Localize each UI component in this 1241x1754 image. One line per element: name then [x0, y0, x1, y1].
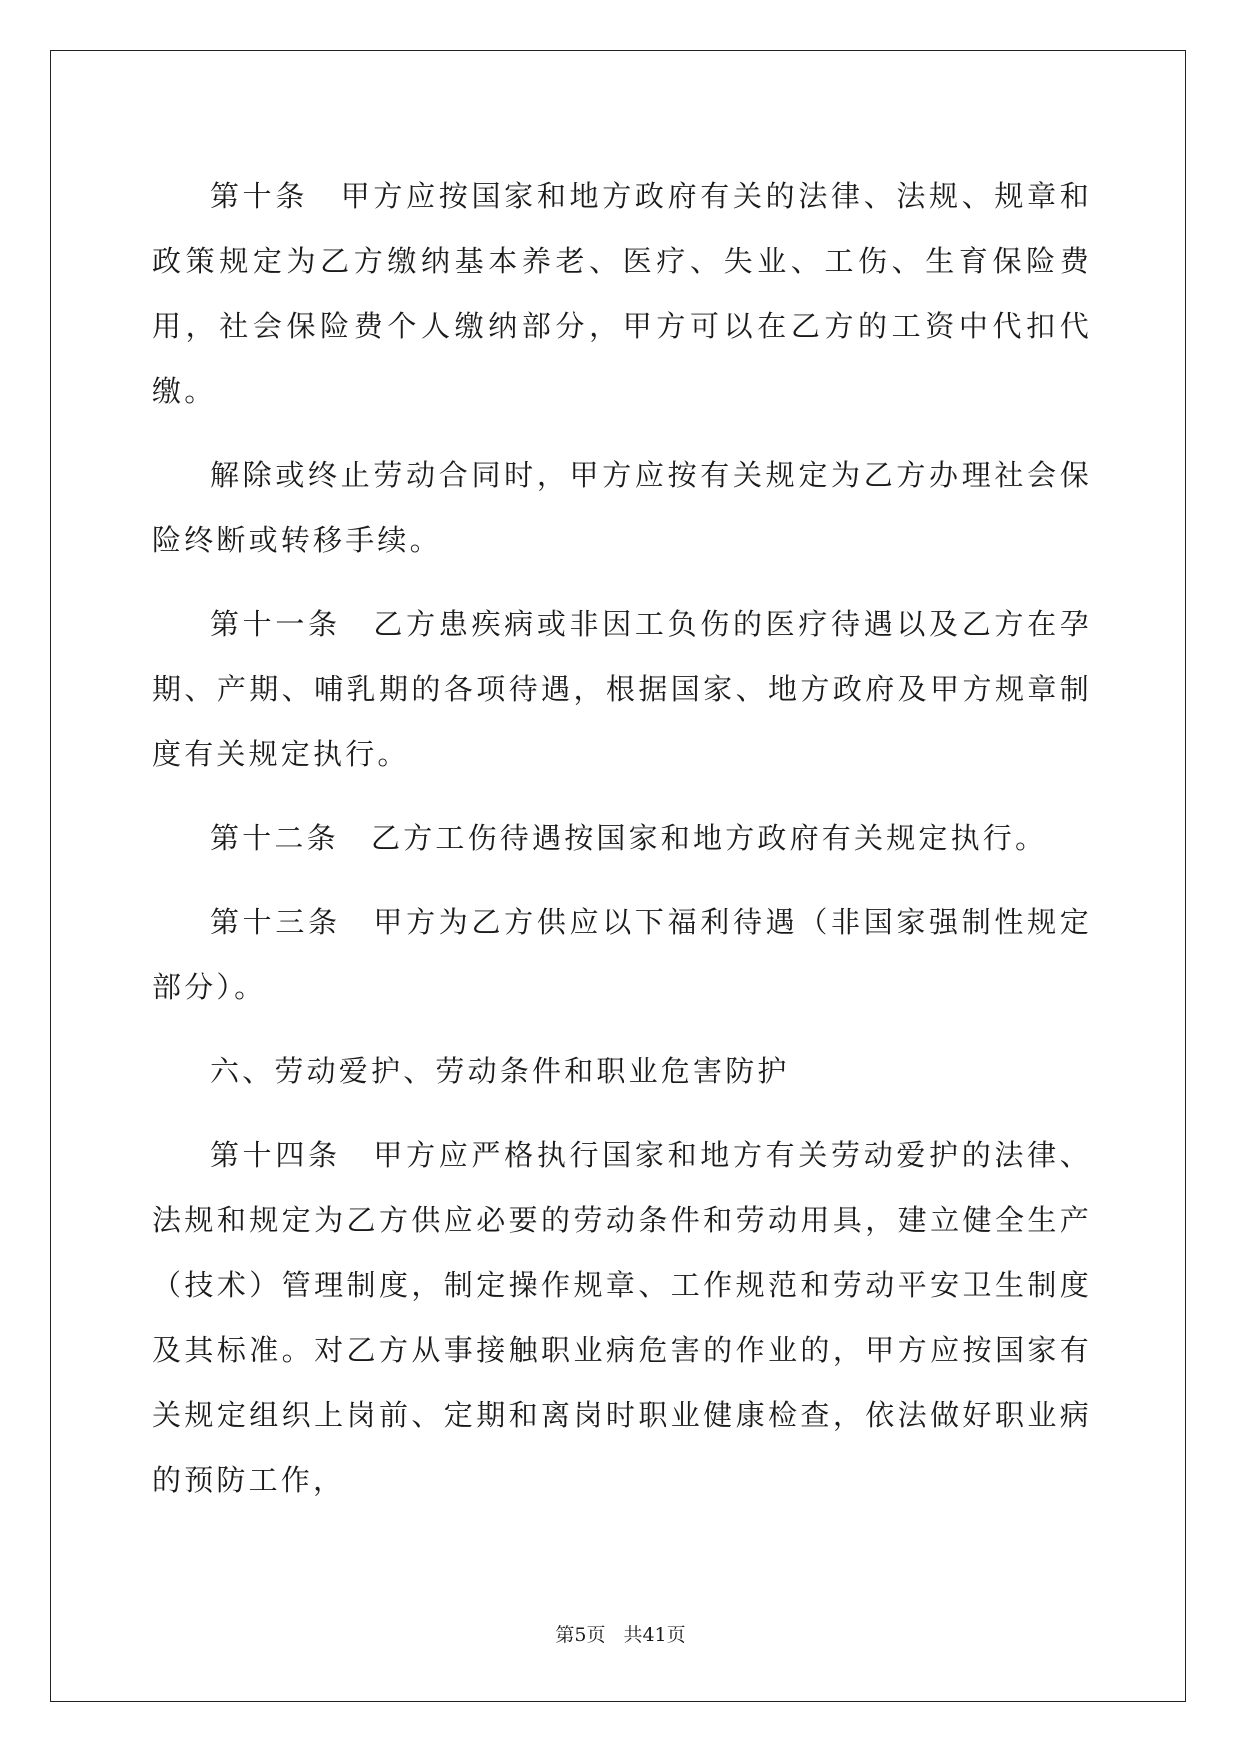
paragraph-article-13: 第十三条 甲方为乙方供应以下福利待遇（非国家强制性规定部分）。: [152, 905, 1092, 1004]
page-footer: [0, 1620, 1241, 1647]
page-number: 第5页: [555, 1624, 606, 1646]
paragraph-article-10: 第十条 甲方应按国家和地方政府有关的法律、法规、规章和政策规定为乙方缴纳基本养老、医疗、失业、工伤、生育保险费用，社会保险费个人缴纳部分，甲方可以在乙方的工资中代扣代缴。: [152, 179, 1092, 408]
paragraph-article-11: 第十一条 乙方患疾病或非因工负伤的医疗待遇以及乙方在孕期、产期、哺乳期的各项待遇，根据国家、地方政府及甲方规章制度有关规定执行。: [152, 607, 1092, 771]
document-body: [152, 164, 1092, 1532]
paragraph-article-14: 第十四条 甲方应严格执行国家和地方有关劳动爱护的法律、法规和规定为乙方供应必要的劳动条件和劳动用具，建立健全生产（技术）管理制度，制定操作规章、工作规范和劳动平安卫生制度及其标准。对乙方从事接触职业病危害的作业的，甲方应按国家有关规定组织上岗前、定期和离岗时职业健康检查，依法做好职业病的预防工作，: [152, 1138, 1092, 1497]
total-pages: 共41页: [623, 1624, 686, 1646]
paragraph-termination-insurance: 解除或终止劳动合同时，甲方应按有关规定为乙方办理社会保险终断或转移手续。: [152, 458, 1092, 557]
paragraph-article-12: 第十二条 乙方工伤待遇按国家和地方政府有关规定执行。: [210, 821, 1048, 855]
section-heading-labor-protection: 六、劳动爱护、劳动条件和职业危害防护: [210, 1054, 790, 1088]
